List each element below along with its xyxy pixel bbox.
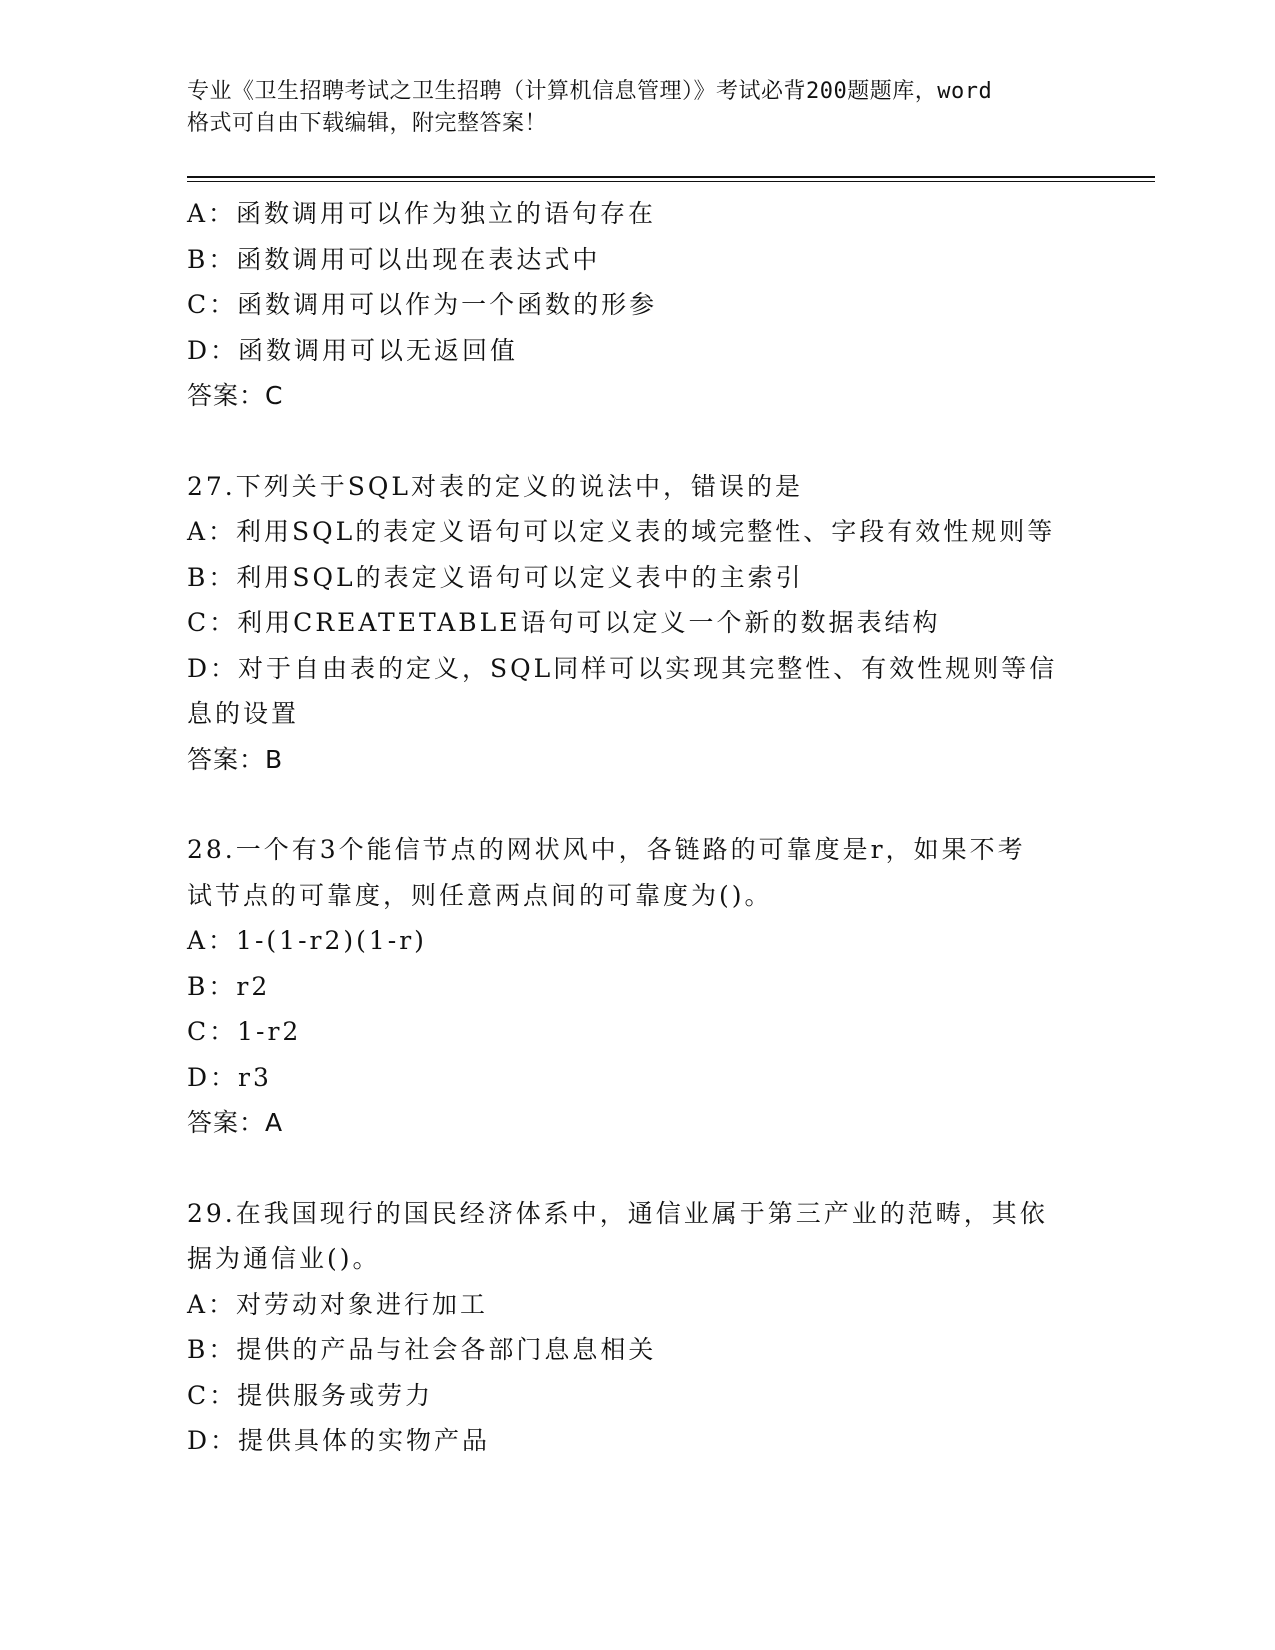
option-c: C：提供服务或劳力 (187, 1380, 434, 1410)
question-stem: 29.在我国现行的国民经济体系中，通信业属于第三产业的范畴，其依 (187, 1198, 1048, 1228)
spacer (187, 419, 1087, 464)
option-a: A：对劳动对象进行加工 (187, 1289, 489, 1319)
option-a: A：函数调用可以作为独立的语句存在 (187, 199, 657, 228)
option-d: D：对于自由表的定义，SQL同样可以实现其完整性、有效性规则等信 (187, 653, 1058, 683)
option-c: C：利用CREATETABLE语句可以定义一个新的数据表结构 (187, 608, 941, 637)
header-divider-thin (187, 181, 1155, 182)
question-stem: 28.一个有3个能信节点的网状风中，各链路的可靠度是r，如果不考 (187, 835, 1026, 864)
option-a: A：1-(1-r2)(1-r) (187, 926, 427, 955)
option-b: B：r2 (187, 971, 271, 1001)
spacer (187, 1146, 1087, 1191)
option-d: D：提供具体的实物产品 (187, 1426, 491, 1455)
option-c: C：1-r2 (187, 1017, 302, 1046)
question-27 (187, 464, 1087, 783)
header-title-line-1: 专业《卫生招聘考试之卫生招聘（计算机信息管理）》考试必背200题题库，word (187, 79, 993, 104)
option-d: D：r3 (187, 1062, 272, 1092)
option-d-continued: 息的设置 (187, 699, 300, 728)
answer-label: 答案：C (187, 381, 284, 410)
question-stem: 27.下列关于SQL对表的定义的说法中，错误的是 (187, 471, 803, 501)
option-b: B：利用SQL的表定义语句可以定义表中的主索引 (187, 562, 804, 592)
answer-label: 答案：A (187, 1108, 284, 1137)
question-list (187, 191, 1087, 1464)
header-title-line-2: 格式可自由下载编辑，附完整答案！ (187, 111, 548, 136)
option-b: B：提供的产品与社会各部门息息相关 (187, 1335, 657, 1364)
answer-label: 答案：B (187, 744, 284, 774)
option-d: D：函数调用可以无返回值 (187, 335, 519, 365)
option-c: C：函数调用可以作为一个函数的形参 (187, 290, 658, 319)
document-header (187, 76, 1087, 140)
option-a: A：利用SQL的表定义语句可以定义表的域完整性、字段有效性规则等 (187, 517, 1056, 546)
question-stem-continued: 据为通信业()。 (187, 1244, 381, 1273)
question-28 (187, 827, 1087, 1146)
question-26 (187, 191, 1087, 419)
question-stem-continued: 试节点的可靠度，则任意两点间的可靠度为()。 (187, 880, 773, 910)
question-29 (187, 1191, 1087, 1464)
header-divider-thick (187, 176, 1155, 178)
option-b: B：函数调用可以出现在表达式中 (187, 244, 601, 274)
spacer (187, 782, 1087, 827)
